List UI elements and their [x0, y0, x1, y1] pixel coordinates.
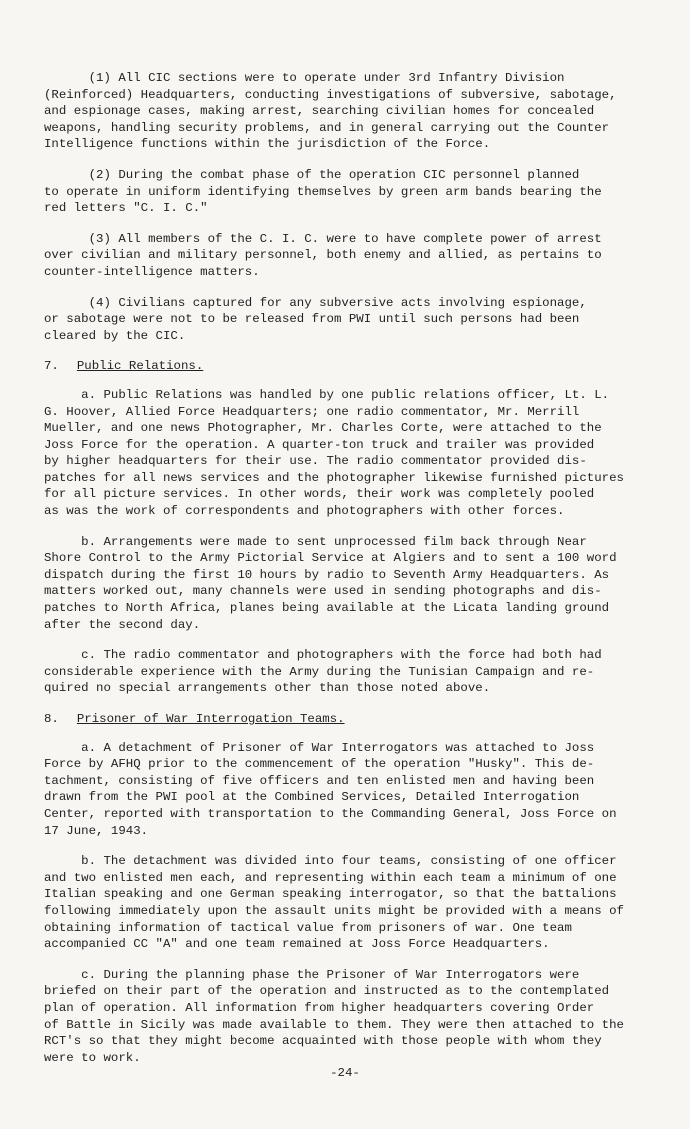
text-line: for all picture services. In other words, their work was completely pooled [44, 487, 595, 502]
section-7-title: Public Relations. [76, 359, 204, 374]
text-line: and espionage cases, making arrest, searching civilian homes for concealed [44, 104, 595, 119]
text-line: Force by AFHQ prior to the commencement of the operation "Husky". This de- [44, 757, 595, 772]
text-line: to operate in uniform identifying themselves by green arm bands bearing the [44, 184, 602, 199]
text-line: (1) All CIC sections were to operate under 3rd Infantry Division [44, 71, 565, 85]
text-line: c. During the planning phase the Prisoner of War Interrogators were [44, 967, 580, 982]
text-line: patches for all news services and the photographer likewise furnished pictures [44, 470, 624, 485]
text-line: (4) Civilians captured for any subversive acts involving espionage, [44, 295, 587, 310]
text-line: Shore Control to the Army Pictorial Service at Algiers and to sent a 100 word [44, 551, 617, 566]
paragraph [44, 967, 660, 1067]
text-line: 17 June, 1943. [44, 823, 149, 838]
paragraph [44, 231, 660, 281]
text-line: Center, reported with transportation to the Commanding General, Joss Force on [44, 806, 617, 821]
text-line: as was the work of correspondents and photographers with other forces. [44, 504, 565, 519]
section-7-number: 7. [44, 359, 59, 374]
paragraph [44, 387, 660, 520]
paragraph [44, 70, 660, 153]
text-line: (3) All members of the C. I. C. were to have complete power of arrest [44, 231, 602, 246]
text-line: counter-intelligence matters. [44, 264, 260, 279]
text-line: following immediately upon the assault units might be provided with a means of [44, 903, 624, 918]
text-line: Mueller, and one news Photographer, Mr. Charles Corte, were attached to the [44, 421, 602, 436]
paragraph [44, 167, 660, 217]
text-line: c. The radio commentator and photographers with the force had both had [44, 648, 602, 663]
text-line: after the second day. [44, 617, 201, 632]
section-7-paragraphs [44, 387, 660, 697]
text-line: b. The detachment was divided into four teams, consisting of one officer [44, 854, 617, 869]
paragraph [44, 853, 660, 953]
text-line: were to work. [44, 1050, 141, 1065]
text-line: tachment, consisting of five officers and ten enlisted men and having been [44, 773, 595, 788]
section-8-heading [44, 711, 660, 728]
paragraph [44, 534, 660, 634]
text-line: and two enlisted men each, and representing within each team a minimum of one [44, 870, 617, 885]
text-line: by higher headquarters for their use. The radio commentator provided dis- [44, 454, 587, 469]
text-line: drawn from the PWI pool at the Combined Services, Detailed Interrogation [44, 790, 580, 805]
text-line: obtaining information of tactical value from prisoners of war. One team [44, 920, 572, 935]
section-8-title: Prisoner of War Interrogation Teams. [76, 712, 345, 726]
section-8-paragraphs [44, 740, 660, 1067]
paragraph [44, 740, 660, 840]
text-line: or sabotage were not to be released from PWI until such persons had been [44, 312, 580, 327]
text-line: G. Hoover, Allied Force Headquarters; one radio commentator, Mr. Merrill [44, 404, 580, 419]
top-paragraphs [44, 70, 660, 344]
text-line: b. Arrangements were made to sent unprocessed film back through Near [44, 534, 587, 549]
text-line: a. A detachment of Prisoner of War Interrogators was attached to Joss [44, 740, 595, 755]
text-line: Joss Force for the operation. A quarter-ton truck and trailer was provided [44, 437, 595, 452]
text-line: patches to North Africa, planes being available at the Licata landing ground [44, 601, 610, 616]
text-line: quired no special arrangements other than those noted above. [44, 681, 491, 696]
text-line: Intelligence functions within the jurisdiction of the Force. [44, 137, 491, 152]
text-line: dispatch during the first 10 hours by radio to Seventh Army Headquarters. As [44, 567, 610, 582]
text-line: weapons, handling security problems, and in general carrying out the Counter [44, 120, 610, 135]
section-7-heading [44, 358, 660, 375]
text-line: Italian speaking and one German speaking interrogator, so that the battalions [44, 887, 617, 902]
text-line: briefed on their part of the operation and instructed as to the contemplated [44, 984, 610, 999]
paragraph [44, 295, 660, 345]
text-line: (2) During the combat phase of the operation CIC personnel planned [44, 167, 580, 182]
text-line: (Reinforced) Headquarters, conducting investigations of subversive, sabotage, [44, 87, 617, 102]
text-line: RCT's so that they might become acquainted with those people with whom they [44, 1034, 602, 1049]
text-line: plan of operation. All information from higher headquarters covering Order [44, 1000, 595, 1015]
section-8-number: 8. [44, 712, 59, 726]
page-number: -24- [330, 1066, 360, 1080]
paragraph [44, 647, 660, 697]
text-line: a. Public Relations was handled by one public relations officer, Lt. L. [44, 387, 610, 402]
text-line: over civilian and military personnel, both enemy and allied, as pertains to [44, 248, 602, 263]
text-line: red letters "C. I. C." [44, 201, 208, 216]
text-line: matters worked out, many channels were used in sending photographs and dis- [44, 584, 602, 599]
text-line: of Battle in Sicily was made available to them. They were then attached to the [44, 1017, 624, 1032]
text-line: considerable experience with the Army during the Tunisian Campaign and re- [44, 664, 595, 679]
text-line: cleared by the CIC. [44, 328, 186, 343]
text-line: accompanied CC "A" and one team remained at Joss Force Headquarters. [44, 937, 550, 952]
